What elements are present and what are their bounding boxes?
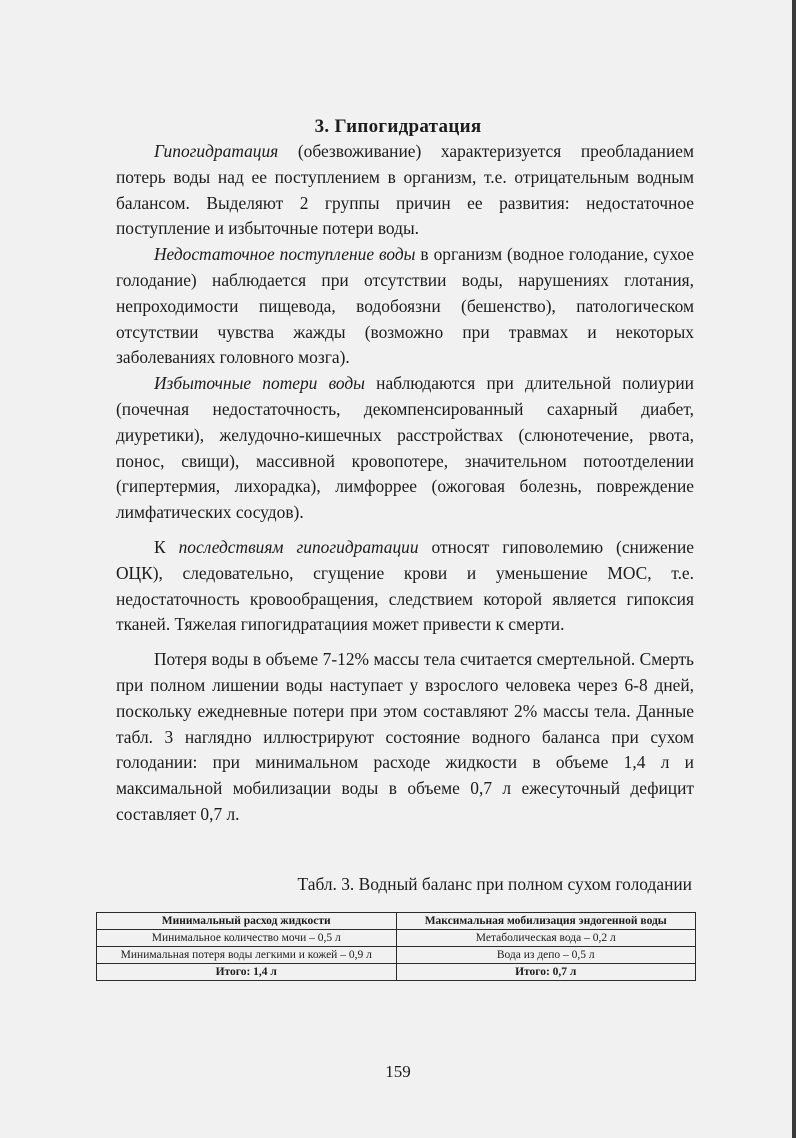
term-hypohydration: Гипогидратация <box>154 141 279 161</box>
paragraph-4 <box>116 535 694 638</box>
term-excess-loss: Избыточные потери воды <box>154 373 365 394</box>
table-total-cell: Итого: 0,7 л <box>396 964 696 981</box>
section-heading: 3. Гипогидратация <box>314 116 482 137</box>
paragraph-2 <box>116 242 694 371</box>
body-text <box>116 139 694 828</box>
table-total-row <box>97 964 696 981</box>
table-cell: Минимальное количество мочи – 0,5 л <box>97 930 397 947</box>
table-header-row <box>97 913 696 930</box>
table-row <box>97 947 696 964</box>
table-total-cell: Итого: 1,4 л <box>97 964 397 981</box>
page-number: 159 <box>385 1062 411 1081</box>
paragraph-1 <box>116 139 694 242</box>
paragraph-3 <box>116 371 694 526</box>
table-header-cell: Минимальный расход жидкости <box>97 913 397 930</box>
table-row <box>97 930 696 947</box>
table-cell: Метаболическая вода – 0,2 л <box>396 930 696 947</box>
table-cell: Вода из депо – 0,5 л <box>396 947 696 964</box>
term-insufficient-intake: Недостаточное поступление воды <box>154 244 416 265</box>
paragraph-1-text: (обезвоживание) характеризуется преобладанием потерь воды над ее поступлением в организм, т.е. отрицательным водным балансом. Выделяют 2 группы причин ее развития: недостаточное поступление и избыточные потери воды. <box>116 141 694 239</box>
water-balance-table <box>96 912 696 981</box>
table-cell: Минимальная потеря воды легкими и кожей – 0,9 л <box>97 947 397 964</box>
paragraph-2-text: в организм (водное голодание, сухое голодание) наблюдается при отсутствии воды, нарушениях глотания, непроходимости пищевода, водобоязни (бешенство), патологическом отсутствии чувства жажды (возможно при травмах и некоторых заболеваниях головного мозга). <box>116 244 695 368</box>
paragraph-5-text: Потеря воды в объеме 7-12% массы тела считается смертельной. Смерть при полном лишении воды наступает у взрослого человека через 6-8 дней, поскольку ежедневные потери при этом составляют 2% массы тела. Данные табл. 3 наглядно иллюстрируют состояние водного баланса при сухом голодании: при минимальном расходе жидкости в объеме 1,4 л и максимальной мобилизации воды в объеме 0,7 л ежесуточный дефицит составляет 0,7 л. <box>116 649 694 824</box>
table-caption: Табл. 3. Водный баланс при полном сухом голодании <box>297 874 692 894</box>
paragraph-4-text: относят гиповолемию (снижение ОЦК), следовательно, сгущение крови и уменьшение МОС, т.е. недостаточность кровообращения, следствием которой является гипоксия тканей. Тяжелая гипогидратациия может привести к смерти. <box>116 536 694 635</box>
term-consequences: последствиям гипогидратации <box>178 536 419 557</box>
paragraph-3-text: наблюдаются при длительной полиурии (почечная недостаточность, декомпенсированный сахарный диабет, диуретики), желудочно-кишечных расстройствах (слюнотечение, рвота, понос, свищи), массивной кровопотере, значительном потоотделении (гипертермия, лихорадка), лимфоррее (ожоговая болезнь, повреждение лимфатических сосудов). <box>116 373 694 523</box>
paragraph-5 <box>116 647 694 828</box>
scan-edge <box>792 0 796 1138</box>
table-header-cell: Максимальная мобилизация эндогенной воды <box>396 913 696 930</box>
paragraph-4-lead: К <box>154 536 179 557</box>
